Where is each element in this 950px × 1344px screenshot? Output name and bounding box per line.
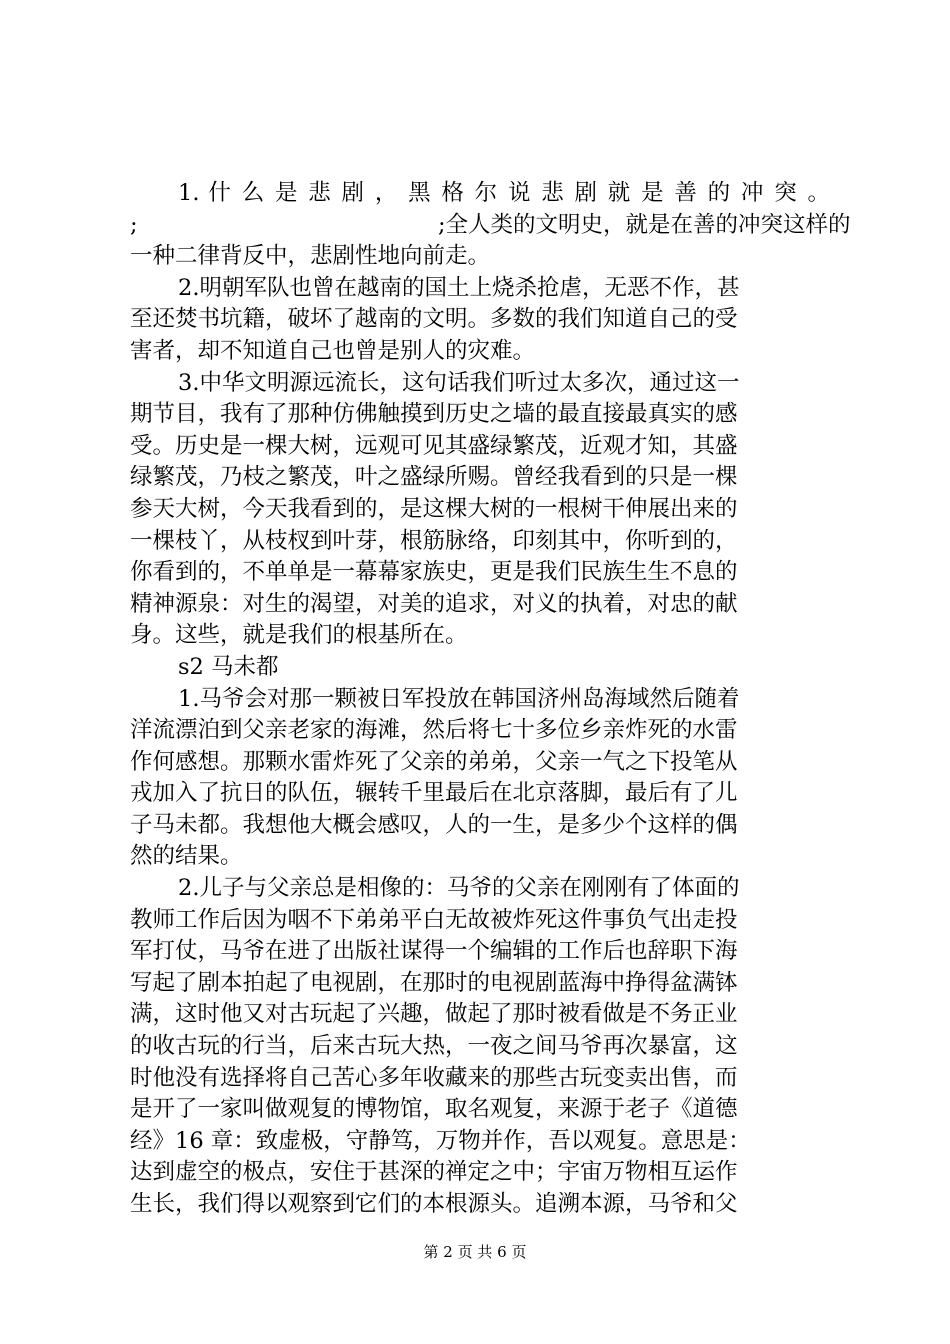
text-line: 洋流漂泊到父亲老家的海滩，然后将七十多位乡亲炸死的水雷 [130,717,738,744]
text-line: 3.中华文明源远流长，这句话我们听过太多次，通过这一 [178,369,740,396]
text-line: 一种二律背反中，悲剧性地向前走。 [130,243,491,270]
text-line: 绿繁茂，乃枝之繁茂，叶之盛绿所赐。曾经我看到的只是一棵 [130,464,738,491]
text-line: 然的结果。 [130,843,243,870]
text-line: 是开了一家叫做观复的博物馆，取名观复，来源于老子《道德 [130,1096,738,1123]
text-line: 受。历史是一棵大树，远观可见其盛绿繁茂，近观才知，其盛 [130,432,738,459]
text-line: s2 马未都 [178,653,279,680]
text-line: 写起了剧本拍起了电视剧，在那时的电视剧蓝海中挣得盆满钵 [130,969,738,996]
page-footer: 第 2 页 共 6 页 [423,1243,527,1261]
text-line: 参天大树，今天我看到的，是这棵大树的一根树干伸展出来的 [130,495,738,522]
text-line: ; ;全人类的文明史，就是在善的冲突这样的 [130,211,851,238]
text-line: 1. 什 么 是 悲 剧 ， 黑 格 尔 说 悲 剧 就 是 善 的 冲 突 。 [178,180,830,206]
text-line: 子马未都。我想他大概会感叹，人的一生，是多少个这样的偶 [130,811,738,838]
text-line: 满，这时他又对古玩起了兴趣，做起了那时被看做是不务正业 [130,1001,738,1028]
body-text [130,178,851,1221]
text-line: 精神源泉：对生的渴望，对美的追求，对义的执着，对忠的献 [130,590,738,617]
text-line: 戎加入了抗日的队伍，辗转千里最后在北京落脚，最后有了儿 [130,780,738,807]
text-line: 一棵枝丫，从枝杈到叶芽，根筋脉络，印刻其中，你听到的， [130,527,738,554]
text-line: 时他没有选择将自己苦心多年收藏来的那些古玩变卖出售，而 [130,1064,738,1091]
text-line: 害者，却不知道自己也曾是别人的灾难。 [130,337,536,364]
text-line: 身。这些，就是我们的根基所在。 [130,622,468,649]
text-line: 期节目，我有了那种仿佛触摸到历史之墙的最直接最真实的感 [130,401,738,428]
text-line: 经》16 章：致虚极，守静笃，万物并作，吾以观复。意思是： [130,1127,751,1154]
text-line: 至还焚书坑籍，破坏了越南的文明。多数的我们知道自己的受 [130,306,738,333]
text-line: 1.马爷会对那一颗被日军投放在韩国济州岛海域然后随着 [178,685,740,712]
text-line: 教师工作后因为咽不下弟弟平白无故被炸死这件事负气出走投 [130,906,738,933]
text-line: 生长，我们得以观察到它们的本根源头。追溯本源，马爷和父 [130,1191,738,1217]
text-line: 的收古玩的行当，后来古玩大热，一夜之间马爷再次暴富，这 [130,1033,738,1060]
text-line: 作何感想。那颗水雷炸死了父亲的弟弟，父亲一气之下投笔从 [130,748,738,775]
text-line: 达到虚空的极点，安住于甚深的禅定之中；宇宙万物相互运作 [130,1159,738,1186]
text-line: 2.儿子与父亲总是相像的：马爷的父亲在刚刚有了体面的 [178,875,740,902]
text-line: 你看到的，不单单是一幕幕家族史，更是我们民族生生不息的 [130,559,738,586]
text-line: 军打仗，马爷在进了出版社谋得一个编辑的工作后也辞职下海 [130,938,738,965]
text-line: 2.明朝军队也曾在越南的国土上烧杀抢虐，无恶不作，甚 [178,274,740,301]
